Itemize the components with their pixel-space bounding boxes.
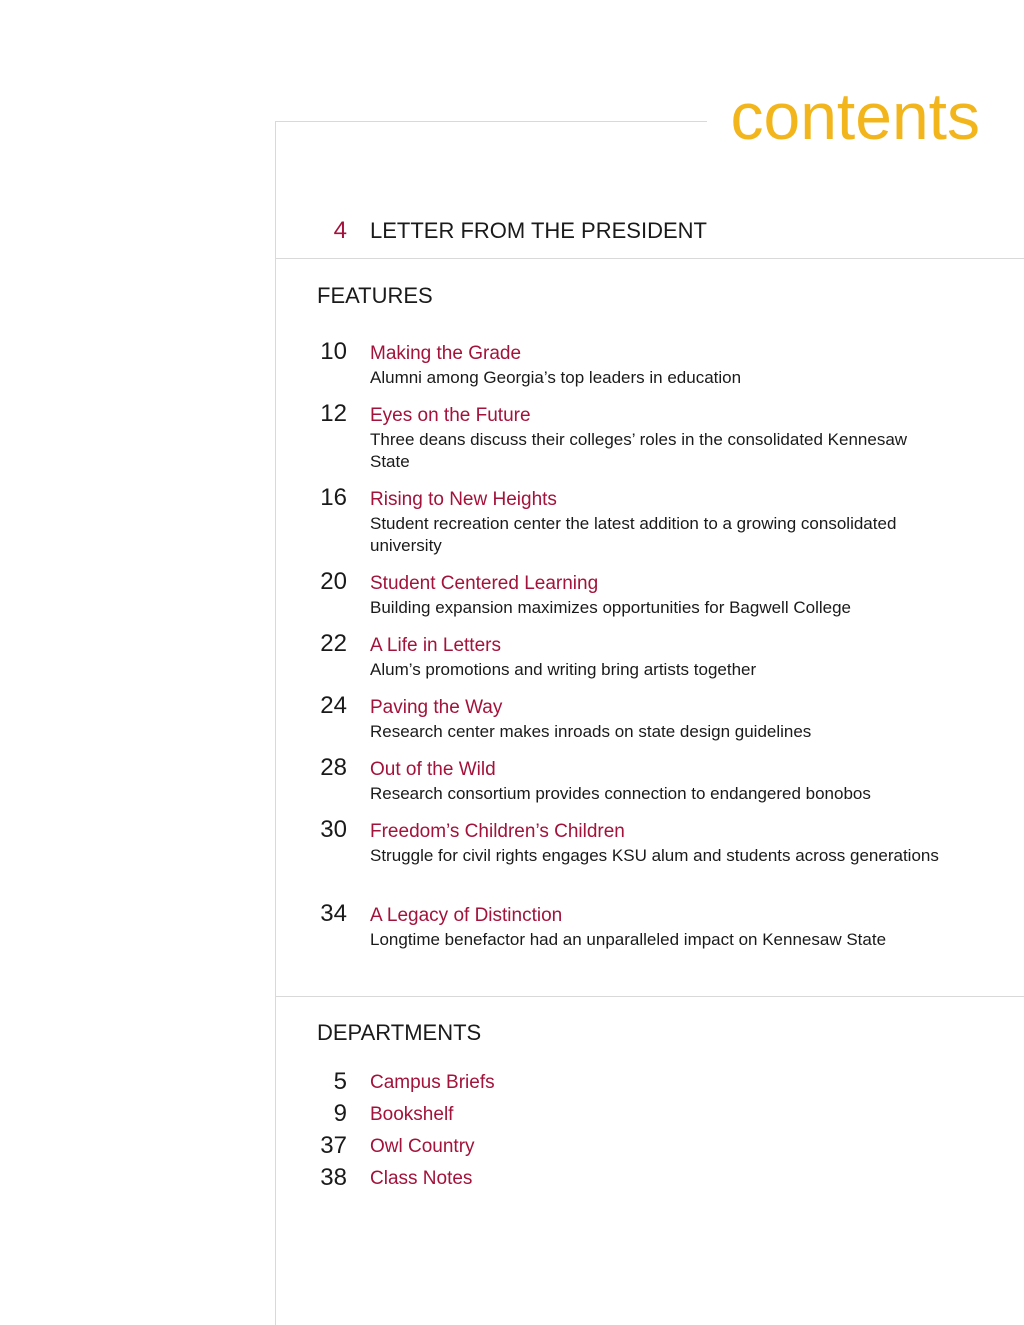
department-title: Owl Country <box>370 1136 475 1157</box>
feature-page-number: 20 <box>320 568 347 595</box>
feature-page-number: 16 <box>320 484 347 511</box>
feature-entry[interactable] <box>300 629 1000 691</box>
feature-title: A Life in Letters <box>370 635 501 656</box>
letter-title: LETTER FROM THE PRESIDENT <box>370 218 707 243</box>
department-entry[interactable] <box>300 1099 1000 1131</box>
feature-page-number: 10 <box>320 338 347 365</box>
feature-description: Research consortium provides connection to endangered bonobos <box>370 784 871 803</box>
department-entry[interactable] <box>300 1067 1000 1099</box>
feature-page-number: 28 <box>320 754 347 781</box>
feature-entry[interactable] <box>300 567 1000 629</box>
feature-entry[interactable] <box>300 483 1000 567</box>
left-rule <box>275 121 276 1325</box>
features-heading: FEATURES <box>317 283 433 308</box>
departments-heading: DEPARTMENTS <box>317 1020 482 1045</box>
letter-page-number: 4 <box>333 217 347 244</box>
feature-entry[interactable] <box>300 337 1000 399</box>
feature-description: Struggle for civil rights engages KSU alum and students across generations <box>370 846 939 865</box>
feature-page-number: 30 <box>320 816 347 843</box>
feature-description: Alum’s promotions and writing bring artists together <box>370 660 757 679</box>
department-title: Class Notes <box>370 1168 473 1189</box>
feature-description: Research center makes inroads on state design guidelines <box>370 722 812 741</box>
departments-list <box>300 1067 1000 1195</box>
feature-description: Alumni among Georgia’s top leaders in education <box>370 368 742 387</box>
feature-entry[interactable] <box>300 899 1000 961</box>
department-title: Bookshelf <box>370 1104 454 1125</box>
feature-description: Longtime benefactor had an unparalleled impact on Kennesaw State <box>370 930 887 949</box>
feature-entry[interactable] <box>300 691 1000 753</box>
feature-page-number: 12 <box>320 400 347 427</box>
feature-description: Three deans discuss their colleges’ roles in the consolidated Kennesaw State <box>370 430 908 471</box>
feature-title: Freedom’s Children’s Children <box>370 821 625 842</box>
page-title: contents <box>730 79 980 153</box>
top-rule <box>275 121 707 122</box>
feature-entry[interactable] <box>300 815 1000 899</box>
features-list <box>300 337 1000 961</box>
section-divider <box>275 258 1024 259</box>
section-divider <box>275 996 1024 997</box>
feature-title: Paving the Way <box>370 697 503 718</box>
feature-title: Rising to New Heights <box>370 489 557 510</box>
feature-title: A Legacy of Distinction <box>370 905 563 926</box>
department-page-number: 37 <box>320 1132 347 1159</box>
department-entry[interactable] <box>300 1131 1000 1163</box>
department-page-number: 5 <box>333 1068 347 1095</box>
feature-title: Eyes on the Future <box>370 405 531 426</box>
feature-title: Making the Grade <box>370 343 522 364</box>
feature-page-number: 34 <box>320 900 347 927</box>
department-entry[interactable] <box>300 1163 1000 1195</box>
feature-title: Student Centered Learning <box>370 573 599 594</box>
feature-description: Student recreation center the latest addition to a growing consolidated university <box>370 514 897 555</box>
feature-entry[interactable] <box>300 399 1000 483</box>
feature-entry[interactable] <box>300 753 1000 815</box>
feature-page-number: 22 <box>320 630 347 657</box>
department-page-number: 38 <box>320 1164 347 1191</box>
department-title: Campus Briefs <box>370 1072 495 1093</box>
department-page-number: 9 <box>333 1100 347 1127</box>
letter-entry[interactable] <box>300 216 1000 246</box>
feature-description: Building expansion maximizes opportunities for Bagwell College <box>370 598 851 617</box>
feature-title: Out of the Wild <box>370 759 496 780</box>
feature-page-number: 24 <box>320 692 347 719</box>
